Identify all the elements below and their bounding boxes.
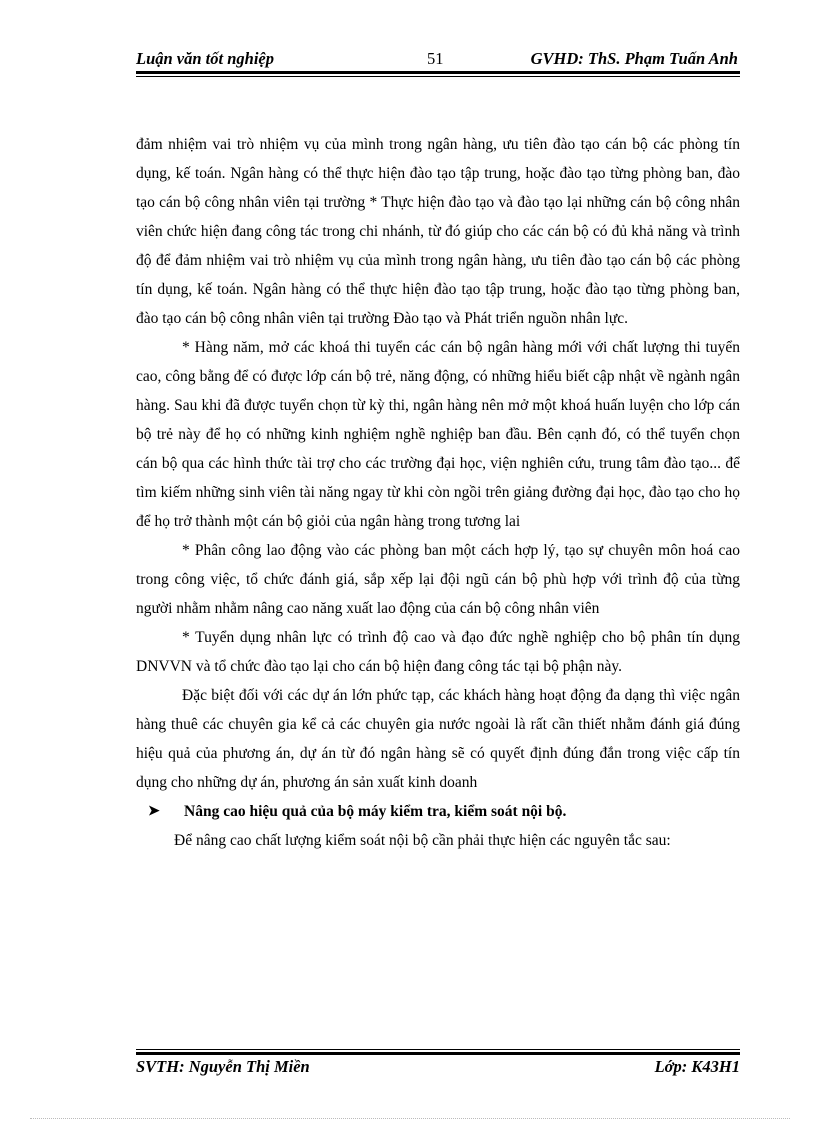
paragraph-5: Đặc biệt đối với các dự án lớn phức tạp, các khách hàng hoạt động đa dạng thì việc ngân hàng thuê các chuyên gia kể cả các chuyên gia nước ngoài là rất cần thiết nhằm đánh giá đúng hiệu quả của phương án, dự án từ đó ngân hàng sẽ có quyết định đúng đắn trong việc cấp tín dụng cho những dự án, phương án sản xuất kinh doanh bbox=[136, 687, 740, 791]
paragraph-1: đảm nhiệm vai trò nhiệm vụ của mình trong ngân hàng, ưu tiên đào tạo cán bộ các phòng tín dụng, kế toán. Ngân hàng có thể thực hiện đào tạo tập trung, hoặc đào tạo từng phòng ban, đào tạo cán bộ công nhân viên tại trường * Thực hiện đào tạo và đào tạo lại những cán bộ công nhân viên chức hiện đang công tác trong chi nhánh, từ đó giúp cho các cán bộ có đủ khả năng và trình độ để đảm nhiệm vai trò nhiệm vụ của mình trong ngân hàng, ưu tiên đào tạo cán bộ các phòng tín dụng, kế toán. Ngân hàng có thể thực hiện đào tạo tập trung, hoặc đào tạo từng phòng ban, đào tạo cán bộ công nhân viên tại trường Đào tạo và Phát triển nguồn nhân lực. bbox=[136, 136, 740, 327]
paragraph-3: * Phân công lao động vào các phòng ban một cách hợp lý, tạo sự chuyên môn hoá cao trong công việc, tổ chức đánh giá, sắp xếp lại đội ngũ cán bộ phù hợp với trình độ của từng người nhằm nhằm nâng cao năng xuất lao động của cán bộ công nhân viên bbox=[136, 542, 740, 617]
header-advisor: GVHD: ThS. Phạm Tuấn Anh bbox=[530, 49, 738, 68]
footer-rule-thin bbox=[136, 1049, 740, 1050]
arrow-bullet-icon: ➤ bbox=[148, 804, 160, 819]
section-heading-text: Nâng cao hiệu quả của bộ máy kiểm tra, kiểm soát nội bộ. bbox=[184, 803, 567, 820]
header-rule-thick bbox=[136, 71, 740, 74]
header-thesis-title: Luận văn tốt nghiệp bbox=[136, 49, 274, 68]
page-header bbox=[136, 47, 738, 69]
paragraph-6: Để nâng cao chất lượng kiểm soát nội bộ cần phải thực hiện các nguyên tắc sau: bbox=[174, 832, 671, 849]
paragraph-2: * Hàng năm, mở các khoá thi tuyển các cán bộ ngân hàng mới với chất lượng thi tuyển cao, công bằng để có được lớp cán bộ trẻ, năng động, có những hiểu biết cập nhật về ngành ngân hàng. Sau khi đã được tuyển chọn từ kỳ thi, ngân hàng nên mở một khoá huấn luyện cho lớp cán bộ trẻ này để họ có những kinh nghiệm nghề nghiệp ban đầu. Bên cạnh đó, có thể tuyển chọn cán bộ qua các hình thức tài trợ cho các trường đại học, viện nghiên cứu, trung tâm đào tạo... để tìm kiếm những sinh viên tài năng ngay từ khi còn ngồi trên giảng đường đại học, đào tạo cho họ để họ trở thành một cán bộ giỏi của ngân hàng trong tương lai bbox=[136, 339, 740, 530]
header-rule-thin bbox=[136, 76, 740, 77]
page-edge-divider bbox=[30, 1118, 790, 1119]
header-page-number: 51 bbox=[427, 49, 444, 68]
footer-rule-thick bbox=[136, 1052, 740, 1055]
footer-student: SVTH: Nguyễn Thị Miền bbox=[136, 1057, 310, 1076]
footer-class: Lớp: K43H1 bbox=[654, 1057, 740, 1076]
section-heading bbox=[136, 797, 740, 826]
paragraph-4: * Tuyển dụng nhân lực có trình độ cao và đạo đức nghề nghiệp cho bộ phân tín dụng DNVVN và tổ chức đào tạo lại cho cán bộ hiện đang công tác tại bộ phận này. bbox=[136, 629, 740, 675]
page-body bbox=[136, 130, 740, 855]
page-footer bbox=[136, 1057, 740, 1079]
